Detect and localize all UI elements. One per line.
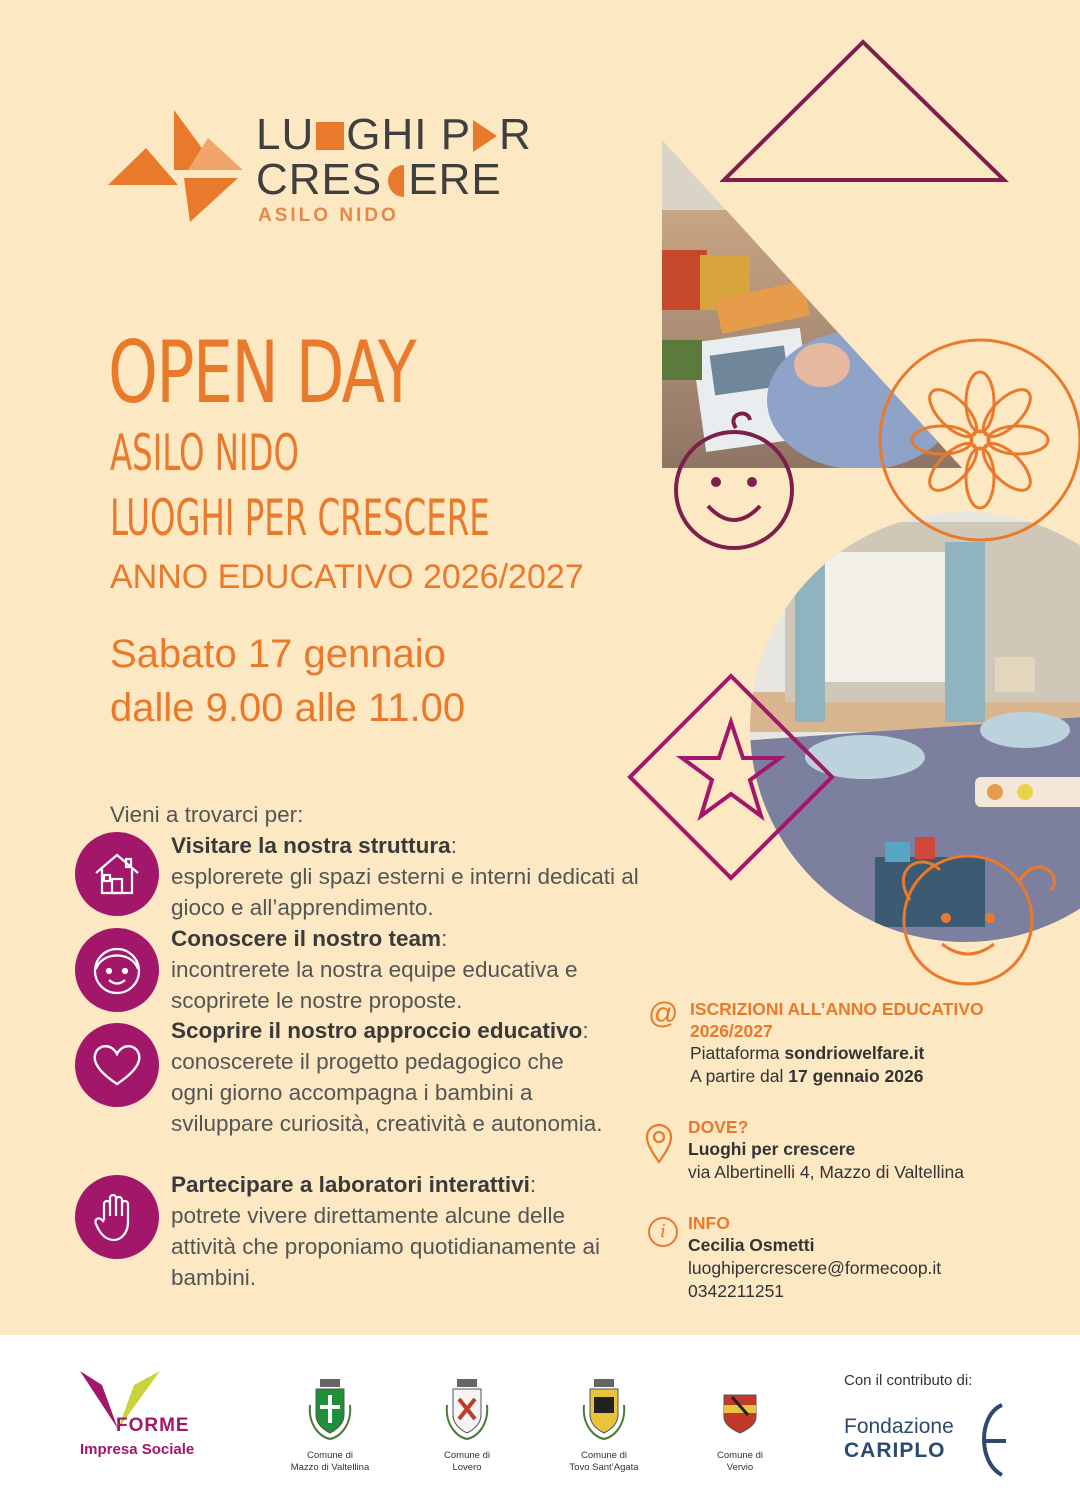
activity-conoscere: Conoscere il nostro team: incontrerete la nostra equipe educativa e scoprirete le nostre proposte.	[171, 926, 578, 1013]
activity-scoprire: Scoprire il nostro approccio educativo: conoscerete il progetto pedagogico che ogni giorno accompagna i bambini a sviluppare curiosità, creatività e autonomia.	[171, 1018, 603, 1136]
activity-body: conoscerete il progetto pedagogico che ogni giorno accompagna i bambini a sviluppare curiosità, creatività e autonomia.	[171, 1049, 603, 1136]
headline-line2: ASILO NIDO	[110, 424, 299, 482]
logo-line1-c: R	[499, 110, 532, 159]
activity-title: Partecipare a laboratori interattivi	[171, 1172, 530, 1197]
headline-year: ANNO EDUCATIVO 2026/2027	[110, 558, 584, 596]
activities-intro: Vieni a trovarci per:	[110, 802, 304, 827]
cariplo-mark-icon	[972, 1401, 1012, 1481]
activity-visitare: Visitare la nostra struttura: esplorerete gli spazi esterni e interni dedicati al gioco e all’apprendimento.	[171, 833, 639, 920]
comune-lovero: Comune di Lovero	[417, 1375, 517, 1474]
comune-mazzo: Comune di Mazzo di Valtellina	[280, 1375, 380, 1474]
fondazione-line2: CARIPLO	[844, 1439, 946, 1462]
at-icon: @	[648, 997, 679, 1030]
activity-title: Visitare la nostra struttura	[171, 833, 451, 858]
hand-icon	[90, 1190, 144, 1244]
logo-line1-b: GHI P	[346, 110, 472, 159]
coat-of-arms-icon	[417, 1375, 517, 1445]
headline-title: OPEN DAY	[108, 323, 416, 423]
activity-icon-face	[75, 928, 159, 1012]
comune-tovo: Comune di Tovo Sant’Agata	[554, 1375, 654, 1474]
event-time: dalle 9.00 alle 11.00	[110, 686, 466, 730]
platform-link[interactable]: sondriowelfare.it	[784, 1043, 925, 1063]
location-pin-icon	[644, 1122, 674, 1164]
activity-body: incontrerete la nostra equipe educativa e scoprirete le nostre proposte.	[171, 957, 578, 1013]
iscrizioni-block: ISCRIZIONI ALL’ANNO EDUCATIVO 2026/2027 Piattaforma sondriowelfare.it A partire dal 17 gennaio 2026	[690, 998, 1030, 1088]
headline-line3: LUOGHI PER CRESCERE	[110, 489, 490, 547]
info-icon: i	[648, 1217, 678, 1247]
forme-sub: Impresa Sociale	[80, 1441, 195, 1458]
activity-title: Scoprire il nostro approccio educativo	[171, 1018, 583, 1043]
contatti-block	[688, 1212, 1048, 1303]
activity-icon-house	[75, 832, 159, 916]
girl-face-icon	[880, 840, 1070, 990]
forme-name: FORME	[116, 1415, 190, 1436]
iscrizioni-date: 17 gennaio 2026	[788, 1066, 924, 1086]
coat-of-arms-icon	[280, 1375, 380, 1445]
activity-partecipare: Partecipare a laboratori interattivi: potrete vivere direttamente alcune delle attività che proponiamo quotidianamente ai bambini.	[171, 1172, 601, 1290]
logo-triangle-glyph	[473, 120, 497, 152]
contributo-label: Con il contributo di:	[844, 1372, 973, 1389]
logo-line2-b: ERE	[408, 155, 502, 204]
star-diamond-icon	[626, 672, 836, 882]
heart-icon	[88, 1036, 146, 1094]
logo	[108, 110, 548, 230]
coat-of-arms-icon	[690, 1375, 790, 1445]
house-icon	[90, 847, 144, 901]
fondazione-line1: Fondazione	[844, 1415, 954, 1438]
dove-name: Luoghi per crescere	[688, 1139, 856, 1159]
activity-body: potrete vivere direttamente alcune delle attività che proponiamo quotidianamente ai bambini.	[171, 1203, 601, 1290]
iscrizioni-heading: ISCRIZIONI ALL’ANNO EDUCATIVO 2026/2027	[690, 999, 984, 1041]
event-date: Sabato 17 gennaio	[110, 632, 446, 676]
contatti-heading: INFO	[688, 1213, 730, 1233]
activity-icon-hand	[75, 1175, 159, 1259]
comune-vervio: Comune di Vervio	[690, 1375, 790, 1474]
dove-address: via Albertinelli 4, Mazzo di Valtellina	[688, 1162, 964, 1182]
coat-of-arms-icon	[554, 1375, 654, 1445]
contatti-email[interactable]: luoghipercrescere@formecoop.it	[688, 1258, 942, 1278]
smiley-face-icon	[672, 410, 802, 550]
logo-halfcircle-glyph	[388, 165, 404, 197]
flower-circle-icon	[838, 298, 1080, 548]
face-icon	[88, 941, 146, 999]
cariplo-logo	[844, 1415, 1024, 1475]
forme-logo	[78, 1365, 218, 1465]
dove-heading: DOVE?	[688, 1117, 749, 1137]
contatti-phone[interactable]: 0342211251	[688, 1281, 785, 1301]
logo-mark-icon	[108, 110, 248, 225]
contatti-name: Cecilia Osmetti	[688, 1235, 815, 1255]
logo-square-glyph	[316, 122, 344, 150]
logo-line2-a: CRES	[256, 155, 383, 204]
logo-line1-a: LU	[256, 110, 315, 159]
activity-icon-heart	[75, 1023, 159, 1107]
footer	[0, 1335, 1080, 1508]
logo-subtitle: ASILO NIDO	[258, 205, 399, 226]
activity-title: Conoscere il nostro team	[171, 926, 442, 951]
dove-block	[688, 1116, 1048, 1184]
activity-body: esplorerete gli spazi esterni e interni dedicati al gioco e all’apprendimento.	[171, 864, 639, 920]
